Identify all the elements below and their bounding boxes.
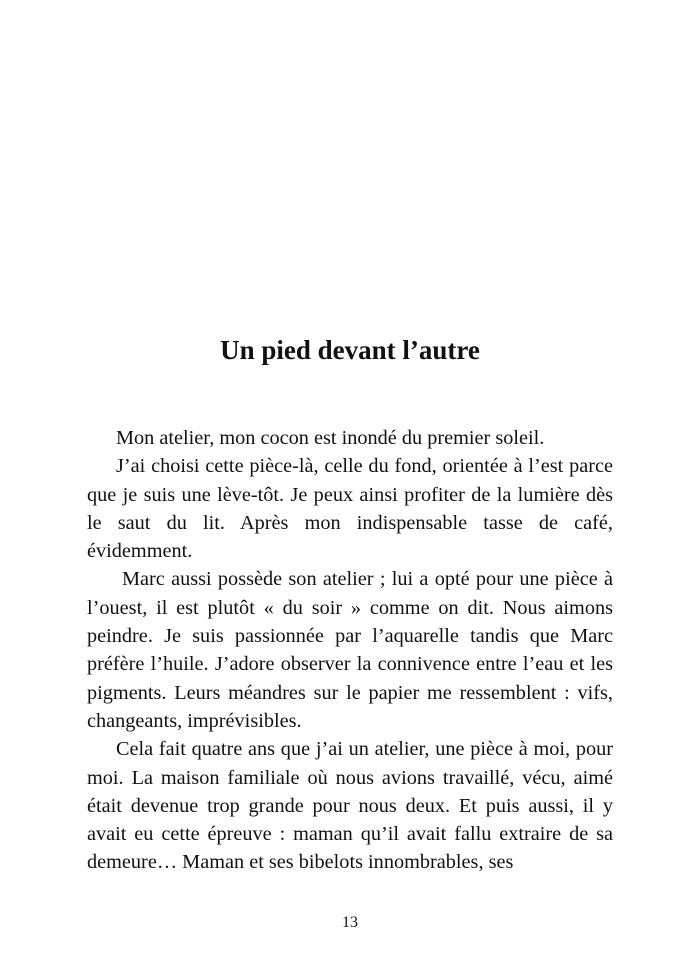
body-text <box>87 424 613 877</box>
paragraph: J’ai choisi cette pièce-là, celle du fond, orientée à l’est parce que je suis une lève-tôt. Je peux ainsi profiter de la lumière dès le saut du lit. Après mon indispensable tasse de café, évidemment. <box>87 455 613 563</box>
paragraph: Mon atelier, mon cocon est inondé du premier soleil. <box>116 427 545 449</box>
page-number: 13 <box>342 914 358 931</box>
paragraph: Cela fait quatre ans que j’ai un atelier, une pièce à moi, pour moi. La maison familiale où nous avions travaillé, vécu, aimé était devenue trop grande pour nous deux. Et puis aussi, il y avait eu cette épreuve : maman qu’il avait fallu extraire de sa demeure… Maman et ses bibelots innombrables, ses <box>87 738 613 874</box>
chapter-title: Un pied devant l’autre <box>220 335 480 365</box>
paragraph: Marc aussi possède son atelier ; lui a opté pour une pièce à l’ouest, il est plutôt « du soir » comme on dit. Nous aimons peindre. Je suis passionnée par l’aquarelle tandis que Marc préfère l’huile. J’adore observer la connivence entre l’eau et les pigments. Leurs méandres sur le papier me ressemblent : vifs, changeants, imprévisibles. <box>87 568 613 732</box>
